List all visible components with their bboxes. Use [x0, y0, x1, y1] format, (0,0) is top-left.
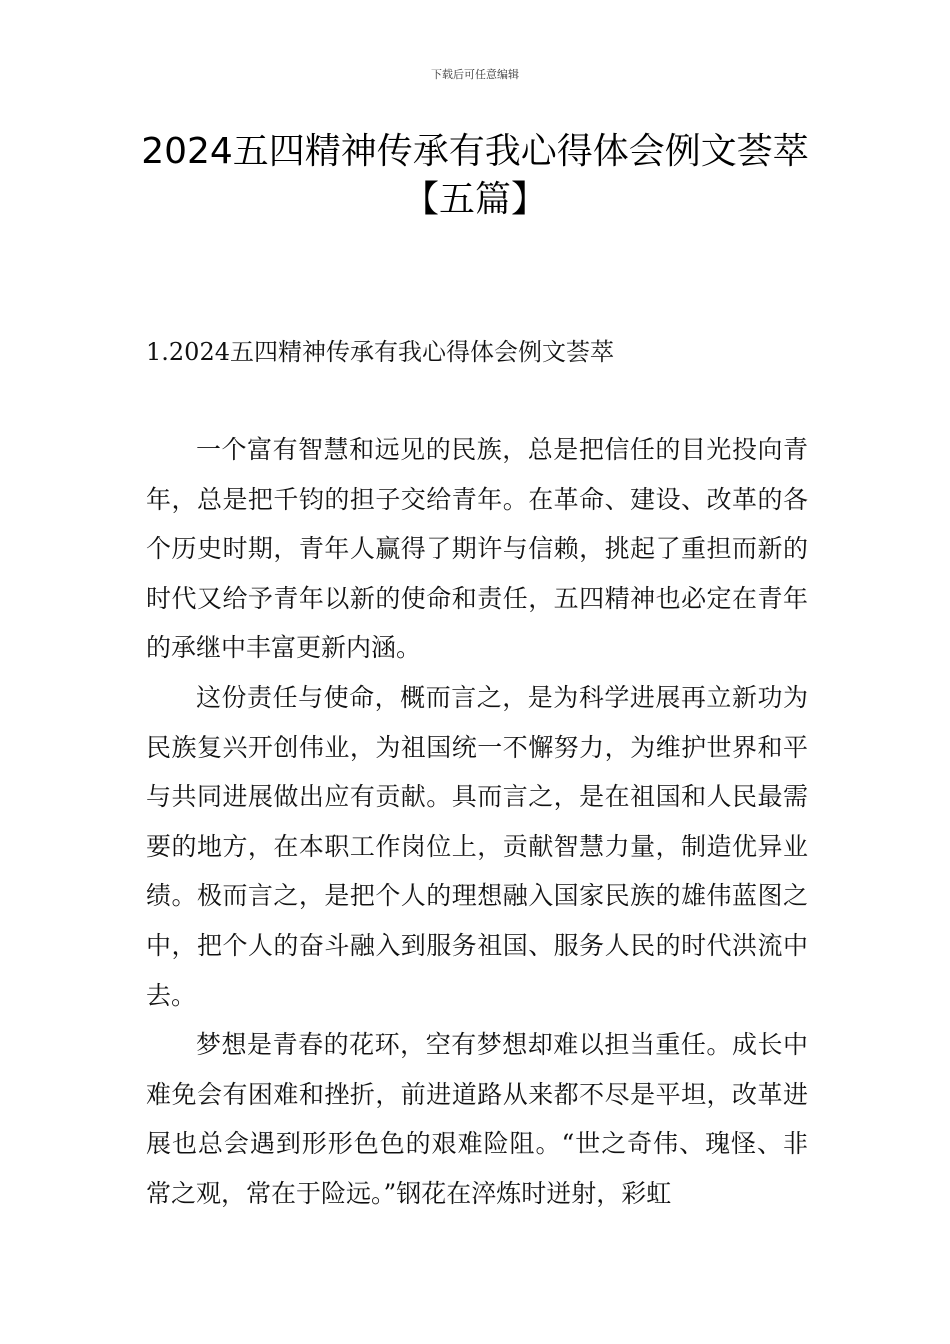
title-line-2: 【五篇】 — [402, 179, 547, 220]
title-line-1: 2024五四精神传承有我心得体会例文荟萃 — [141, 131, 809, 172]
page-title — [100, 128, 850, 224]
document-body — [146, 425, 808, 1219]
paragraph-3: 梦想是青春的花环，空有梦想却难以担当重任。成长中难免会有困难和挫折，前进道路从来都不尽是平坦，改革进展也总会遇到形形色色的艰难险阻。“世之奇伟、瑰怪、非常之观，常在于险远。”钢花在淬炼时迸射，彩虹 — [146, 1030, 808, 1208]
paragraph-2: 这份责任与使命，概而言之，是为科学进展再立新功为民族复兴开创伟业，为祖国统一不懈努力，为维护世界和平与共同进展做出应有贡献。具而言之，是在祖国和人民最需要的地方，在本职工作岗位上，贡献智慧力量，制造优异业绩。极而言之，是把个人的理想融入国家民族的雄伟蓝图之中，把个人的奋斗融入到服务祖国、服务人民的时代洪流中去。 — [146, 682, 808, 1010]
header-note: 下载后可任意编辑 — [431, 68, 519, 81]
section-heading: 1.2024五四精神传承有我心得体会例文荟萃 — [146, 338, 614, 366]
paragraph-1: 一个富有智慧和远见的民族，总是把信任的目光投向青年，总是把千钧的担子交给青年。在革命、建设、改革的各个历史时期，青年人赢得了期许与信赖，挑起了重担而新的时代又给予青年以新的使命和责任，五四精神也必定在青年的承继中丰富更新内涵。 — [146, 435, 808, 663]
